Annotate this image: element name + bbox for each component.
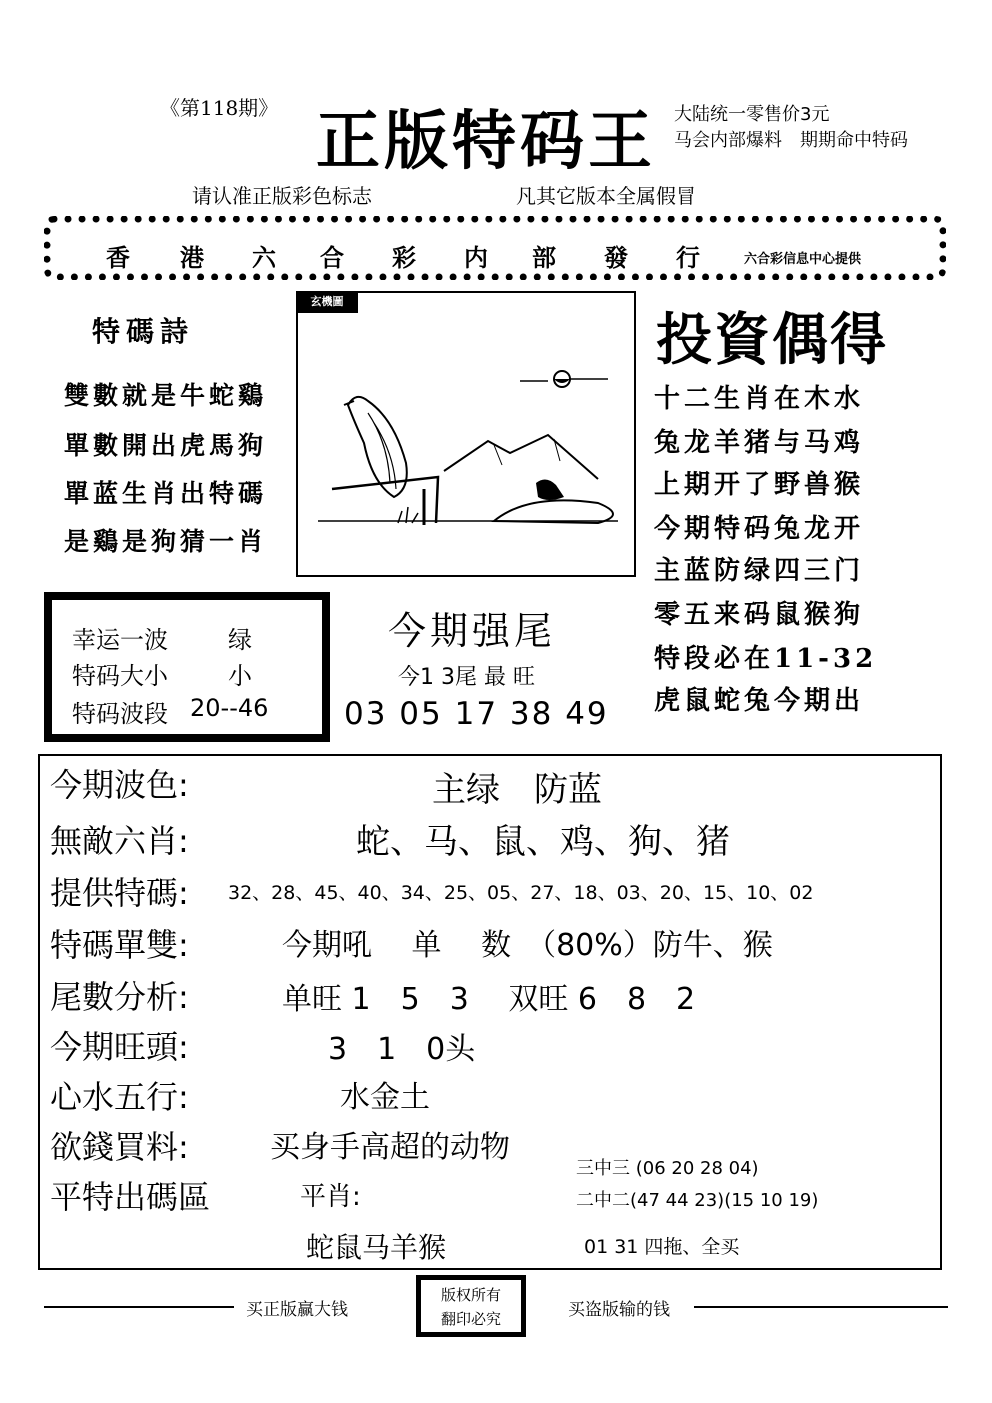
invest-line: 十二生肖在木水 xyxy=(654,384,865,414)
invest-line: 今期特码兔龙开 xyxy=(654,514,865,544)
bird-landscape-illustration xyxy=(298,293,634,575)
invest-line: 特段必在11-32 xyxy=(654,644,878,674)
notice-left: 请认准正版彩色标志 xyxy=(192,184,372,208)
poem-line: 是鷄是狗猜一肖 xyxy=(64,527,268,556)
notice-right: 凡其它版本全属假冒 xyxy=(516,184,696,208)
row-label: 無敵六肖: xyxy=(50,822,189,860)
invest-line: 零五来码鼠猴狗 xyxy=(654,600,865,630)
tagline: 马会内部爆料 期期命中特码 xyxy=(674,130,908,151)
banner-char: 彩 xyxy=(392,243,416,272)
row-value: 蛇、马、鼠、鸡、狗、猪 xyxy=(356,822,730,862)
side-note: 二中二(47 44 23)(15 10 19) xyxy=(576,1190,819,1211)
row-label: 欲錢買料: xyxy=(50,1128,189,1166)
invest-title: 投資偶得 xyxy=(656,308,888,373)
issue-number: 《第118期》 xyxy=(160,96,279,120)
side-note: 三中三 (06 20 28 04) xyxy=(576,1158,759,1179)
picture-tag: 玄機圖 xyxy=(296,291,358,313)
row-value: 单旺 1 5 3 双旺 6 8 2 xyxy=(282,982,696,1017)
poem-title: 特碼詩 xyxy=(92,315,195,348)
row-value: 32、28、45、40、34、25、05、27、18、03、20、15、10、02 xyxy=(228,882,814,904)
poem-line: 單蓝生肖出特碼 xyxy=(64,479,268,508)
lucky-value: 小 xyxy=(228,662,252,690)
row-value: 主绿 防蓝 xyxy=(432,770,602,810)
copyright-line: 版权所有 xyxy=(440,1286,501,1304)
row-label: 尾數分析: xyxy=(50,978,189,1016)
row-label: 今期波色: xyxy=(50,766,189,804)
lucky-value: 20--46 xyxy=(190,694,269,722)
banner-provider: 六合彩信息中心提供 xyxy=(744,252,862,267)
banner-char: 部 xyxy=(532,243,556,272)
row-label: 提供特碼: xyxy=(50,874,189,912)
pingxiao-value: 蛇鼠马羊猴 xyxy=(306,1231,447,1264)
row-value: 平肖: xyxy=(300,1182,361,1212)
poem-line: 單數開出虎馬狗 xyxy=(64,431,268,460)
lucky-label: 特码大小 xyxy=(72,662,168,690)
price-note: 大陆统一零售价3元 xyxy=(674,104,830,125)
footer-left: 买正版赢大钱 xyxy=(246,1300,348,1320)
page-title: 正版特码王 xyxy=(316,104,656,179)
banner-char: 内 xyxy=(464,243,488,272)
strong-tail-title: 今期强尾 xyxy=(388,609,557,653)
footer-right: 买盗版输的钱 xyxy=(568,1300,670,1320)
row-value: 买身手高超的动物 xyxy=(270,1130,510,1165)
banner-char: 香 xyxy=(106,243,130,272)
invest-line: 虎鼠蛇兔今期出 xyxy=(654,686,865,716)
row-value: 水金土 xyxy=(340,1080,430,1115)
banner-char: 行 xyxy=(676,243,700,272)
footer-rule-left xyxy=(44,1306,234,1308)
invest-line: 上期开了野兽猴 xyxy=(654,470,865,500)
row-label: 心水五行: xyxy=(50,1078,189,1116)
row-label: 特碼單雙: xyxy=(50,926,189,964)
hint-picture xyxy=(296,291,636,577)
copyright-line: 翻印必究 xyxy=(440,1310,501,1328)
footer-rule-right xyxy=(694,1306,948,1308)
strong-tail-numbers: 03 05 17 38 49 xyxy=(344,696,609,732)
banner-char: 港 xyxy=(180,243,204,272)
lucky-label: 特码波段 xyxy=(72,700,168,728)
banner-char: 合 xyxy=(320,243,344,272)
side-note: 01 31 四拖、全买 xyxy=(584,1236,740,1258)
poem-line: 雙數就是牛蛇鷄 xyxy=(64,381,268,410)
strong-tail-sub: 今1 3尾 最 旺 xyxy=(398,665,535,690)
banner-char: 六 xyxy=(252,243,276,272)
row-label: 平特出碼區 xyxy=(50,1178,211,1216)
lucky-value: 绿 xyxy=(228,626,252,654)
invest-line: 主蓝防绿四三门 xyxy=(654,556,865,586)
row-label: 今期旺頭: xyxy=(50,1028,189,1066)
row-value: 今期吼 单 数 （80%）防牛、猴 xyxy=(282,928,773,963)
invest-line: 兔龙羊猪与马鸡 xyxy=(654,428,865,458)
lucky-label: 幸运一波 xyxy=(72,626,168,654)
copyright-box xyxy=(416,1275,526,1337)
banner-char: 發 xyxy=(604,243,628,272)
row-value: 3 1 0头 xyxy=(328,1032,476,1067)
